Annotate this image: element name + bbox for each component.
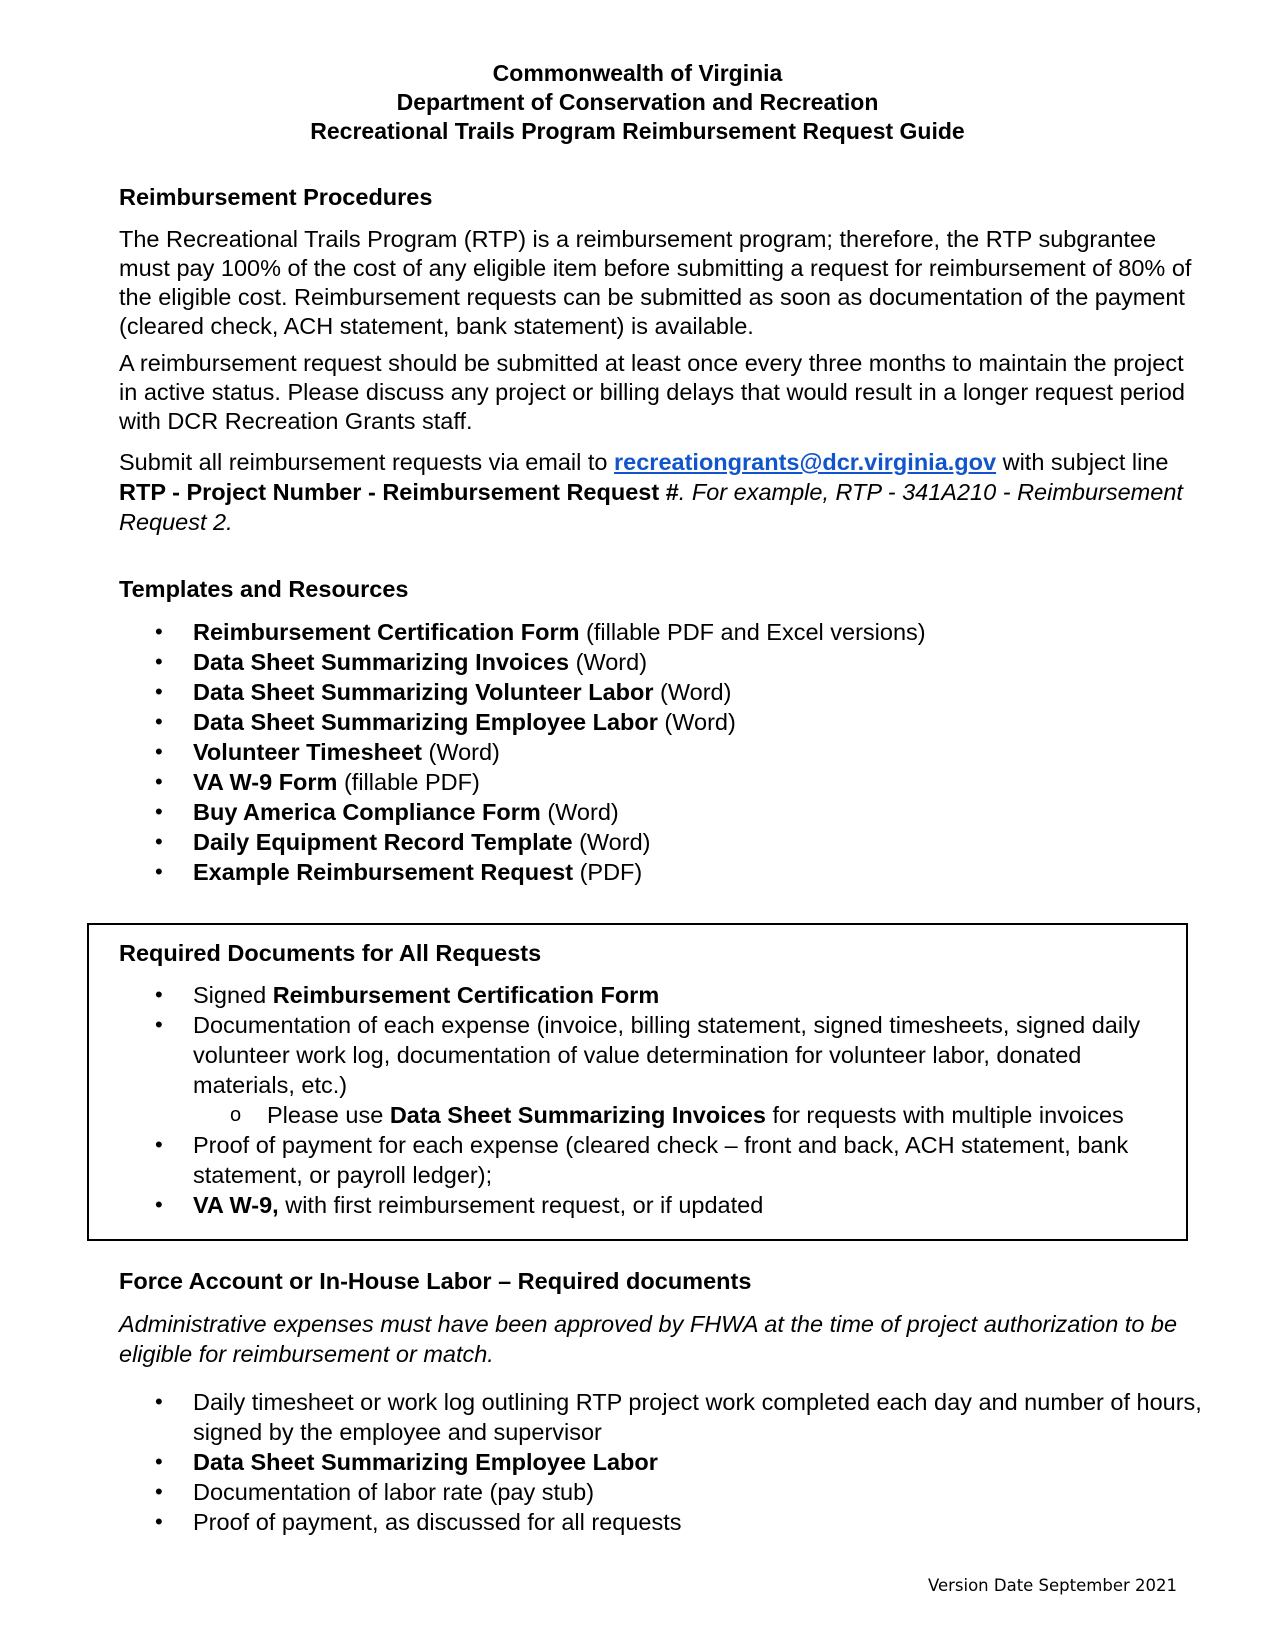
header-line-2: Department of Conservation and Recreation <box>396 89 879 115</box>
subject-format: RTP - Project Number - Reimbursement Request # <box>119 479 679 505</box>
required-list <box>119 980 1179 1220</box>
list-item: • Reimbursement Certification Form (fillable PDF and Excel versions) <box>119 617 1209 647</box>
list-item: • Documentation of each expense (invoice, billing statement, signed timesheets, signed daily volunteer work log, documentation of value determination for volunteer labor, donated materials, etc.) <box>119 1010 1179 1100</box>
procedures-paragraph-2: A reimbursement request should be submitted at least once every three months to maintain the project in active status. Please discuss any project or billing delays that would result in a longer request period with DCR Recreation Grants staff. <box>119 350 1185 434</box>
templates-heading: Templates and Resources <box>119 576 409 602</box>
version-date: Version Date September 2021 <box>927 1576 1177 1595</box>
list-item: • Proof of payment for each expense (cleared check – front and back, ACH statement, bank statement, or payroll ledger); <box>119 1130 1179 1190</box>
list-item: • VA W-9 Form (fillable PDF) <box>119 767 1209 797</box>
list-item: • Volunteer Timesheet (Word) <box>119 737 1209 767</box>
force-account-list <box>119 1387 1209 1537</box>
submit-prefix: Submit all reimbursement requests via email to <box>119 449 615 475</box>
list-item: • Signed Reimbursement Certification Form <box>119 980 1179 1010</box>
list-item: • Daily timesheet or work log outlining RTP project work completed each day and number of hours, signed by the employee and supervisor <box>119 1387 1209 1447</box>
procedures-paragraph-1: The Recreational Trails Program (RTP) is a reimbursement program; therefore, the RTP subgrantee must pay 100% of the cost of any eligible item before submitting a request for reimbursement of 80% of the eligible cost. Reimbursement requests can be submitted as soon as documentation of the payment (cleared check, ACH statement, bank statement) is available. <box>119 226 1192 339</box>
header-line-3: Recreational Trails Program Reimbursement Request Guide <box>310 118 965 144</box>
header-line-1: Commonwealth of Virginia <box>492 60 783 86</box>
list-item: • VA W-9, with first reimbursement request, or if updated <box>119 1190 1179 1220</box>
list-item: • Data Sheet Summarizing Volunteer Labor (Word) <box>119 677 1209 707</box>
required-heading: Required Documents for All Requests <box>119 940 542 966</box>
list-item: • Buy America Compliance Form (Word) <box>119 797 1209 827</box>
list-item: • Data Sheet Summarizing Employee Labor (Word) <box>119 707 1209 737</box>
list-item: • Proof of payment, as discussed for all requests <box>119 1507 1209 1537</box>
procedures-heading: Reimbursement Procedures <box>119 184 433 210</box>
subject-example: . For example, RTP - 341A210 - Reimbursement Request 2. <box>119 479 1183 535</box>
list-item: • Documentation of labor rate (pay stub) <box>119 1477 1209 1507</box>
force-account-note: Administrative expenses must have been approved by FHWA at the time of project authorization to be eligible for reimbursement or match. <box>119 1311 1178 1367</box>
list-item: • Data Sheet Summarizing Invoices (Word) <box>119 647 1209 677</box>
list-item: • Example Reimbursement Request (PDF) <box>119 857 1209 887</box>
list-subitem: o Please use Data Sheet Summarizing Invoices for requests with multiple invoices <box>119 1100 1179 1130</box>
templates-list <box>119 617 1209 887</box>
email-link[interactable]: recreationgrants@dcr.virginia.gov <box>614 449 997 475</box>
list-item: • Daily Equipment Record Template (Word) <box>119 827 1209 857</box>
submit-mid: with subject line <box>996 449 1169 475</box>
submit-paragraph <box>119 447 1199 537</box>
list-item: • Data Sheet Summarizing Employee Labor <box>119 1447 1209 1477</box>
force-account-heading: Force Account or In-House Labor – Required documents <box>119 1268 752 1294</box>
